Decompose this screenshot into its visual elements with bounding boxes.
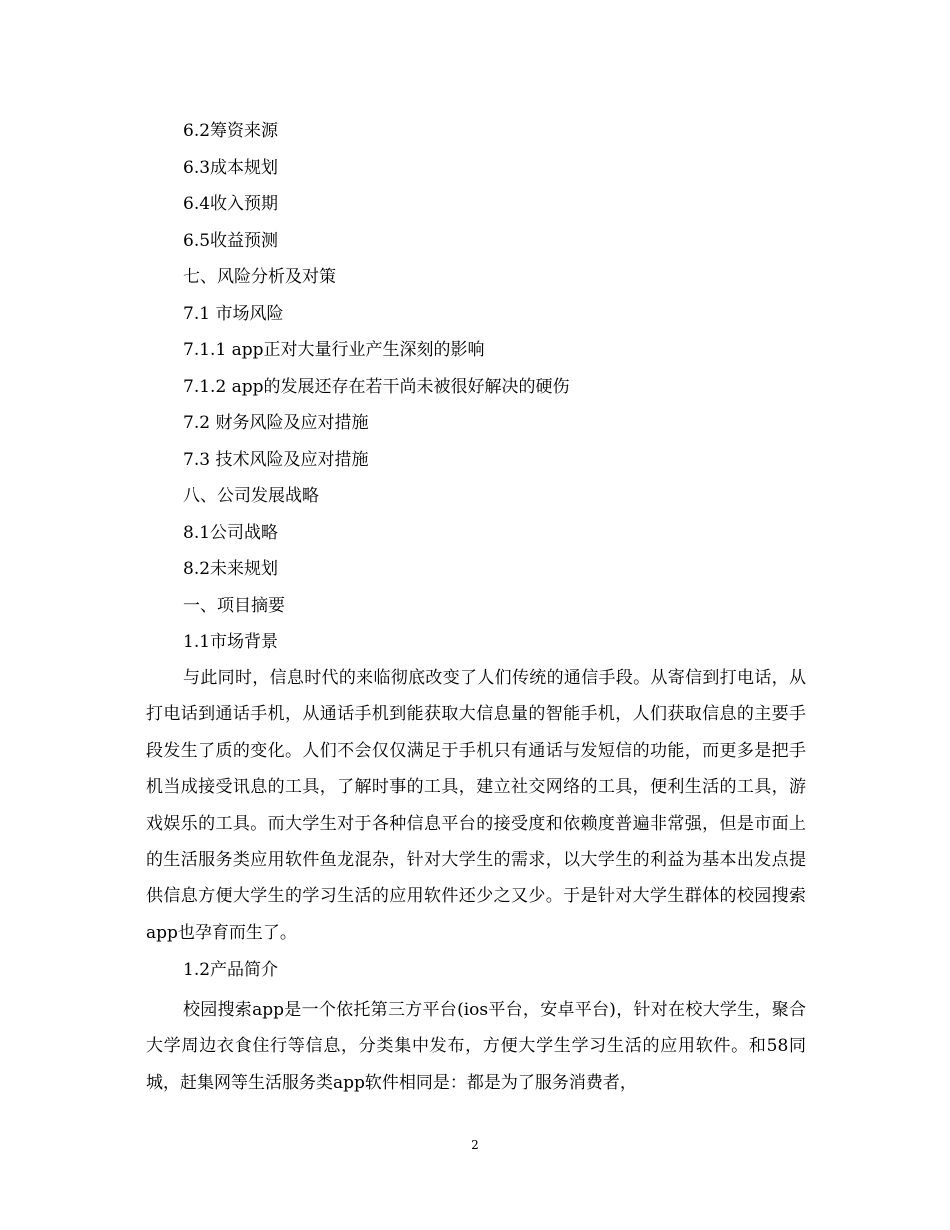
- toc-item: 一、项目摘要: [183, 595, 285, 616]
- toc-item: 6.2筹资来源: [183, 121, 279, 141]
- toc-item: 6.3成本规划: [183, 157, 279, 178]
- toc-item: 8.2未来规划: [183, 559, 279, 579]
- toc-item: 6.4收入预期: [183, 194, 279, 214]
- toc-item: 7.2 财务风险及应对措施: [183, 413, 369, 433]
- table-of-contents: [183, 116, 803, 664]
- toc-item: 7.1 市场风险: [183, 303, 284, 324]
- toc-item: 七、风险分析及对策: [183, 267, 336, 287]
- toc-item: 7.3 技术风险及应对措施: [183, 449, 369, 470]
- page-number: 2: [471, 1138, 479, 1152]
- toc-item: 八、公司发展战略: [183, 486, 319, 506]
- market-background-paragraph: 与此同时，信息时代的来临彻底改变了人们传统的通信手段。从寄信到打电话，从打电话到通话手机，从通话手机到能获取大信息量的智能手机，人们获取信息的主要手段发生了质的变化。人们不会仅仅满足于手机只有通话与发短信的功能，而更多是把手机当成接受讯息的工具，了解时事的工具，建立社交网络的工具，便利生活的工具，游戏娱乐的工具。而大学生对于各种信息平台的接受度和依赖度普遍非常强，但是市面上的生活服务类应用软件鱼龙混杂，针对大学生的需求，以大学生的利益为基本出发点提供信息方便大学生的学习生活的应用软件还少之又少。于是针对大学生群体的校园搜索app也孕育而生了。: [146, 668, 806, 943]
- toc-item: 7.1.2 app的发展还存在若干尚未被很好解决的硬伤: [183, 376, 570, 397]
- product-intro-paragraph: 校园搜索app是一个依托第三方平台(ios平台，安卓平台)，针对在校大学生，聚合大学周边衣食住行等信息，分类集中发布，方便大学生学习生活的应用软件。和58同城，赶集网等生活服务类app软件相同是：都是为了服务消费者，: [146, 1000, 806, 1093]
- product-intro-heading: 1.2产品简介: [183, 960, 279, 980]
- toc-item: 1.1市场背景: [183, 632, 279, 652]
- toc-item: 7.1.1 app正对大量行业产生深刻的影响: [183, 340, 485, 360]
- toc-item: 8.1公司战略: [183, 522, 279, 543]
- toc-item: 6.5收益预测: [183, 230, 279, 251]
